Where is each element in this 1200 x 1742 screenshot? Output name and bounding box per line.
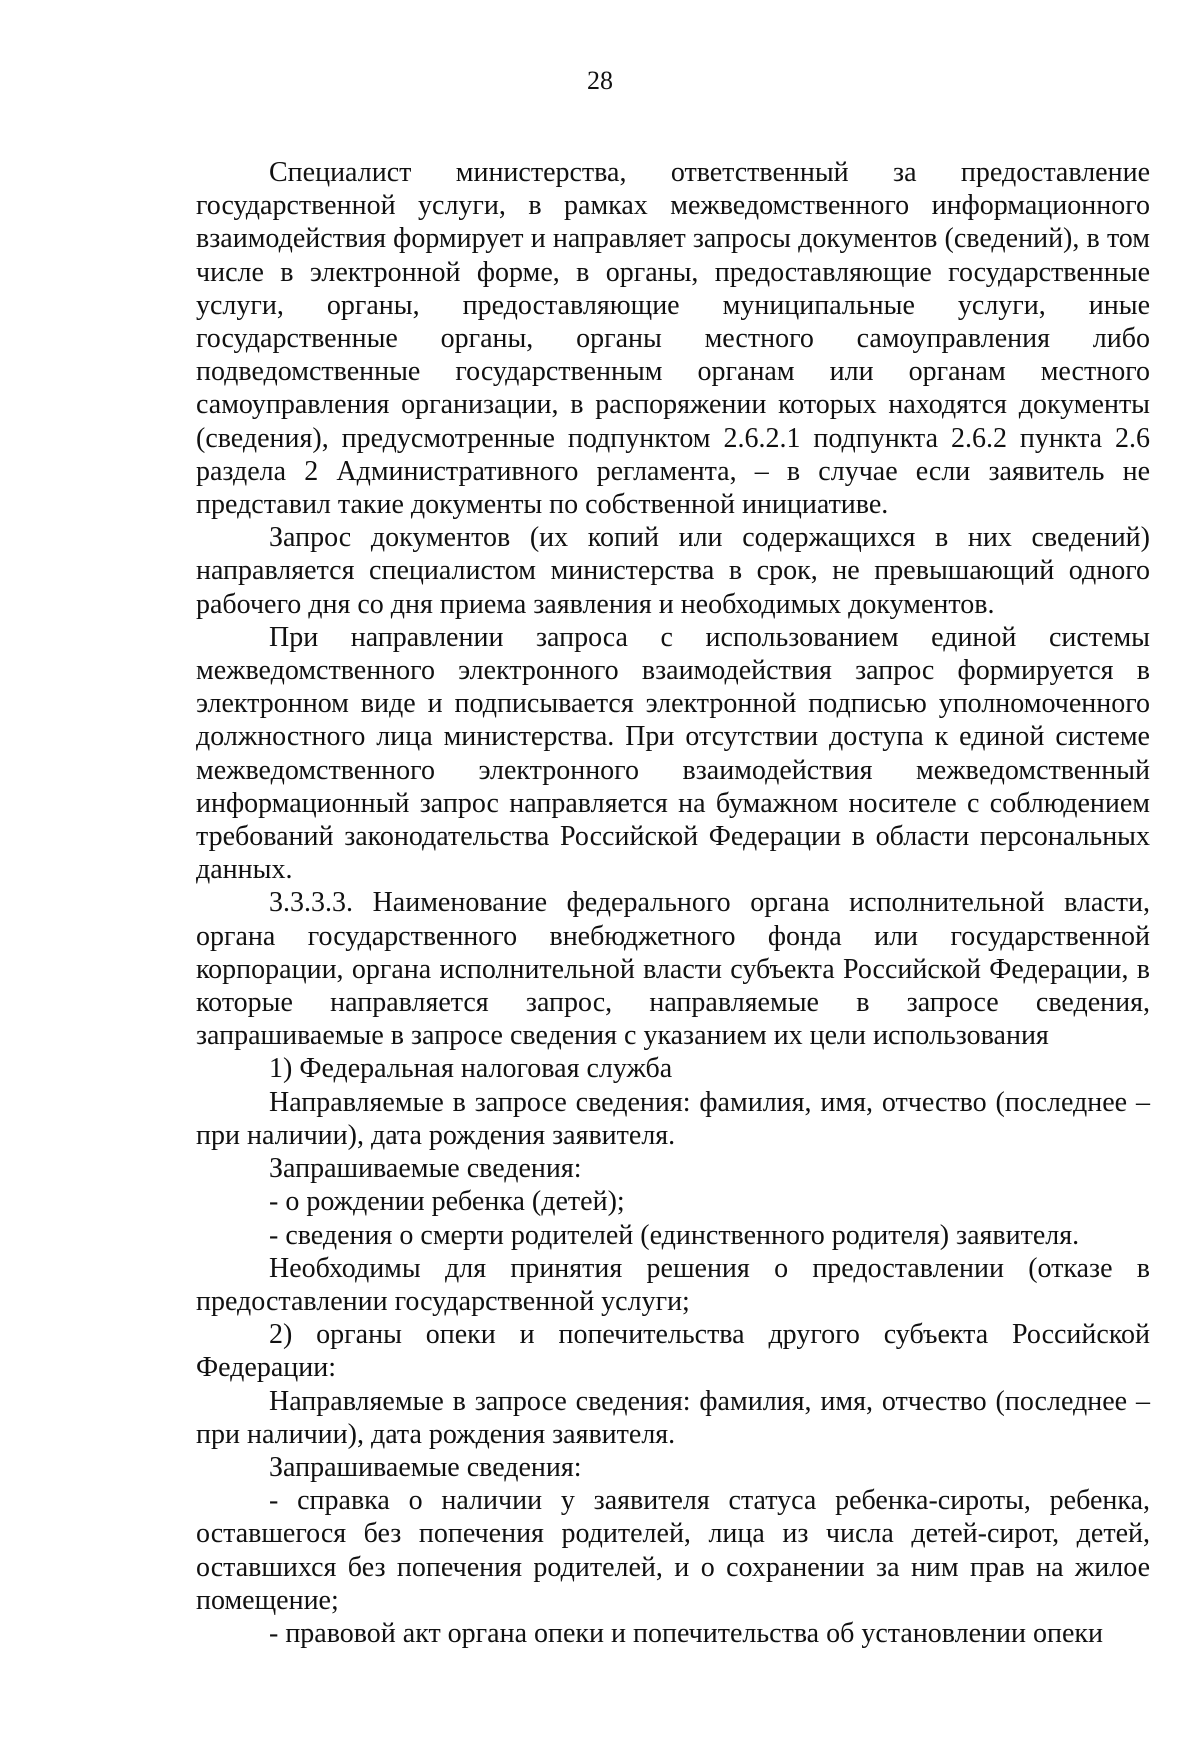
paragraph-15: - правовой акт органа опеки и попечительства об установлении опеки: [269, 1617, 1103, 1649]
paragraph-12: Направляемые в запросе сведения: фамилия, имя, отчество (последнее – при наличии), дата рождения заявителя.: [196, 1385, 1150, 1450]
paragraph-6: Направляемые в запросе сведения: фамилия, имя, отчество (последнее – при наличии), дата рождения заявителя.: [196, 1086, 1150, 1151]
paragraph-5: 1) Федеральная налоговая служба: [269, 1053, 673, 1085]
paragraph-10: Необходимы для принятия решения о предоставлении (отказе в предоставлении государственной услуги;: [196, 1252, 1150, 1317]
paragraph-4: 3.3.3.3. Наименование федерального органа исполнительной власти, органа государственного внебюджетного фонда или государственной корпорации, органа исполнительной власти субъекта Российской Федерации, в которые направляется запрос, направляемые в запросе сведения, запрашиваемые в запросе сведения с указанием их цели использования: [196, 887, 1150, 1052]
page-body: [196, 156, 1150, 1650]
paragraph-11: 2) органы опеки и попечительства другого субъекта Российской Федерации:: [196, 1319, 1150, 1384]
paragraph-14: - справка о наличии у заявителя статуса ребенка-сироты, ребенка, оставшегося без попечения родителей, лица из числа детей-сирот, детей, оставшихся без попечения родителей, и о сохранении за ним прав на жилое помещение;: [196, 1485, 1150, 1616]
paragraph-8: - о рождении ребенка (детей);: [269, 1186, 625, 1218]
page-number: 28: [587, 66, 613, 95]
paragraph-2: Запрос документов (их копий или содержащихся в них сведений) направляется специалистом министерства в срок, не превышающий одного рабочего дня со дня приема заявления и необходимых документов.: [196, 522, 1150, 620]
paragraph-7: Запрашиваемые сведения:: [269, 1153, 582, 1185]
paragraph-13: Запрашиваемые сведения:: [269, 1451, 582, 1483]
paragraph-1: Специалист министерства, ответственный за предоставление государственной услуги, в рамках межведомственного информационного взаимодействия формирует и направляет запросы документов (сведений), в том числе в электронной форме, в органы, предоставляющие государственные услуги, органы, предоставляющие муниципальные услуги, иные государственные органы, органы местного самоуправления либо подведомственные государственным органам или органам местного самоуправления организации, в распоряжении которых находятся документы (сведения), предусмотренные подпунктом 2.6.2.1 подпункта 2.6.2 пункта 2.6 раздела 2 Административного регламента, – в случае если заявитель не представил такие документы по собственной инициативе.: [196, 157, 1150, 521]
paragraph-9: - сведения о смерти родителей (единственного родителя) заявителя.: [269, 1219, 1080, 1251]
paragraph-3: При направлении запроса с использованием единой системы межведомственного электронного взаимодействия запрос формируется в электронном виде и подписывается электронной подписью уполномоченного должностного лица министерства. При отсутствии доступа к единой системе межведомственного электронного взаимодействия межведомственный информационный запрос направляется на бумажном носителе с соблюдением требований законодательства Российской Федерации в области персональных данных.: [196, 621, 1150, 886]
